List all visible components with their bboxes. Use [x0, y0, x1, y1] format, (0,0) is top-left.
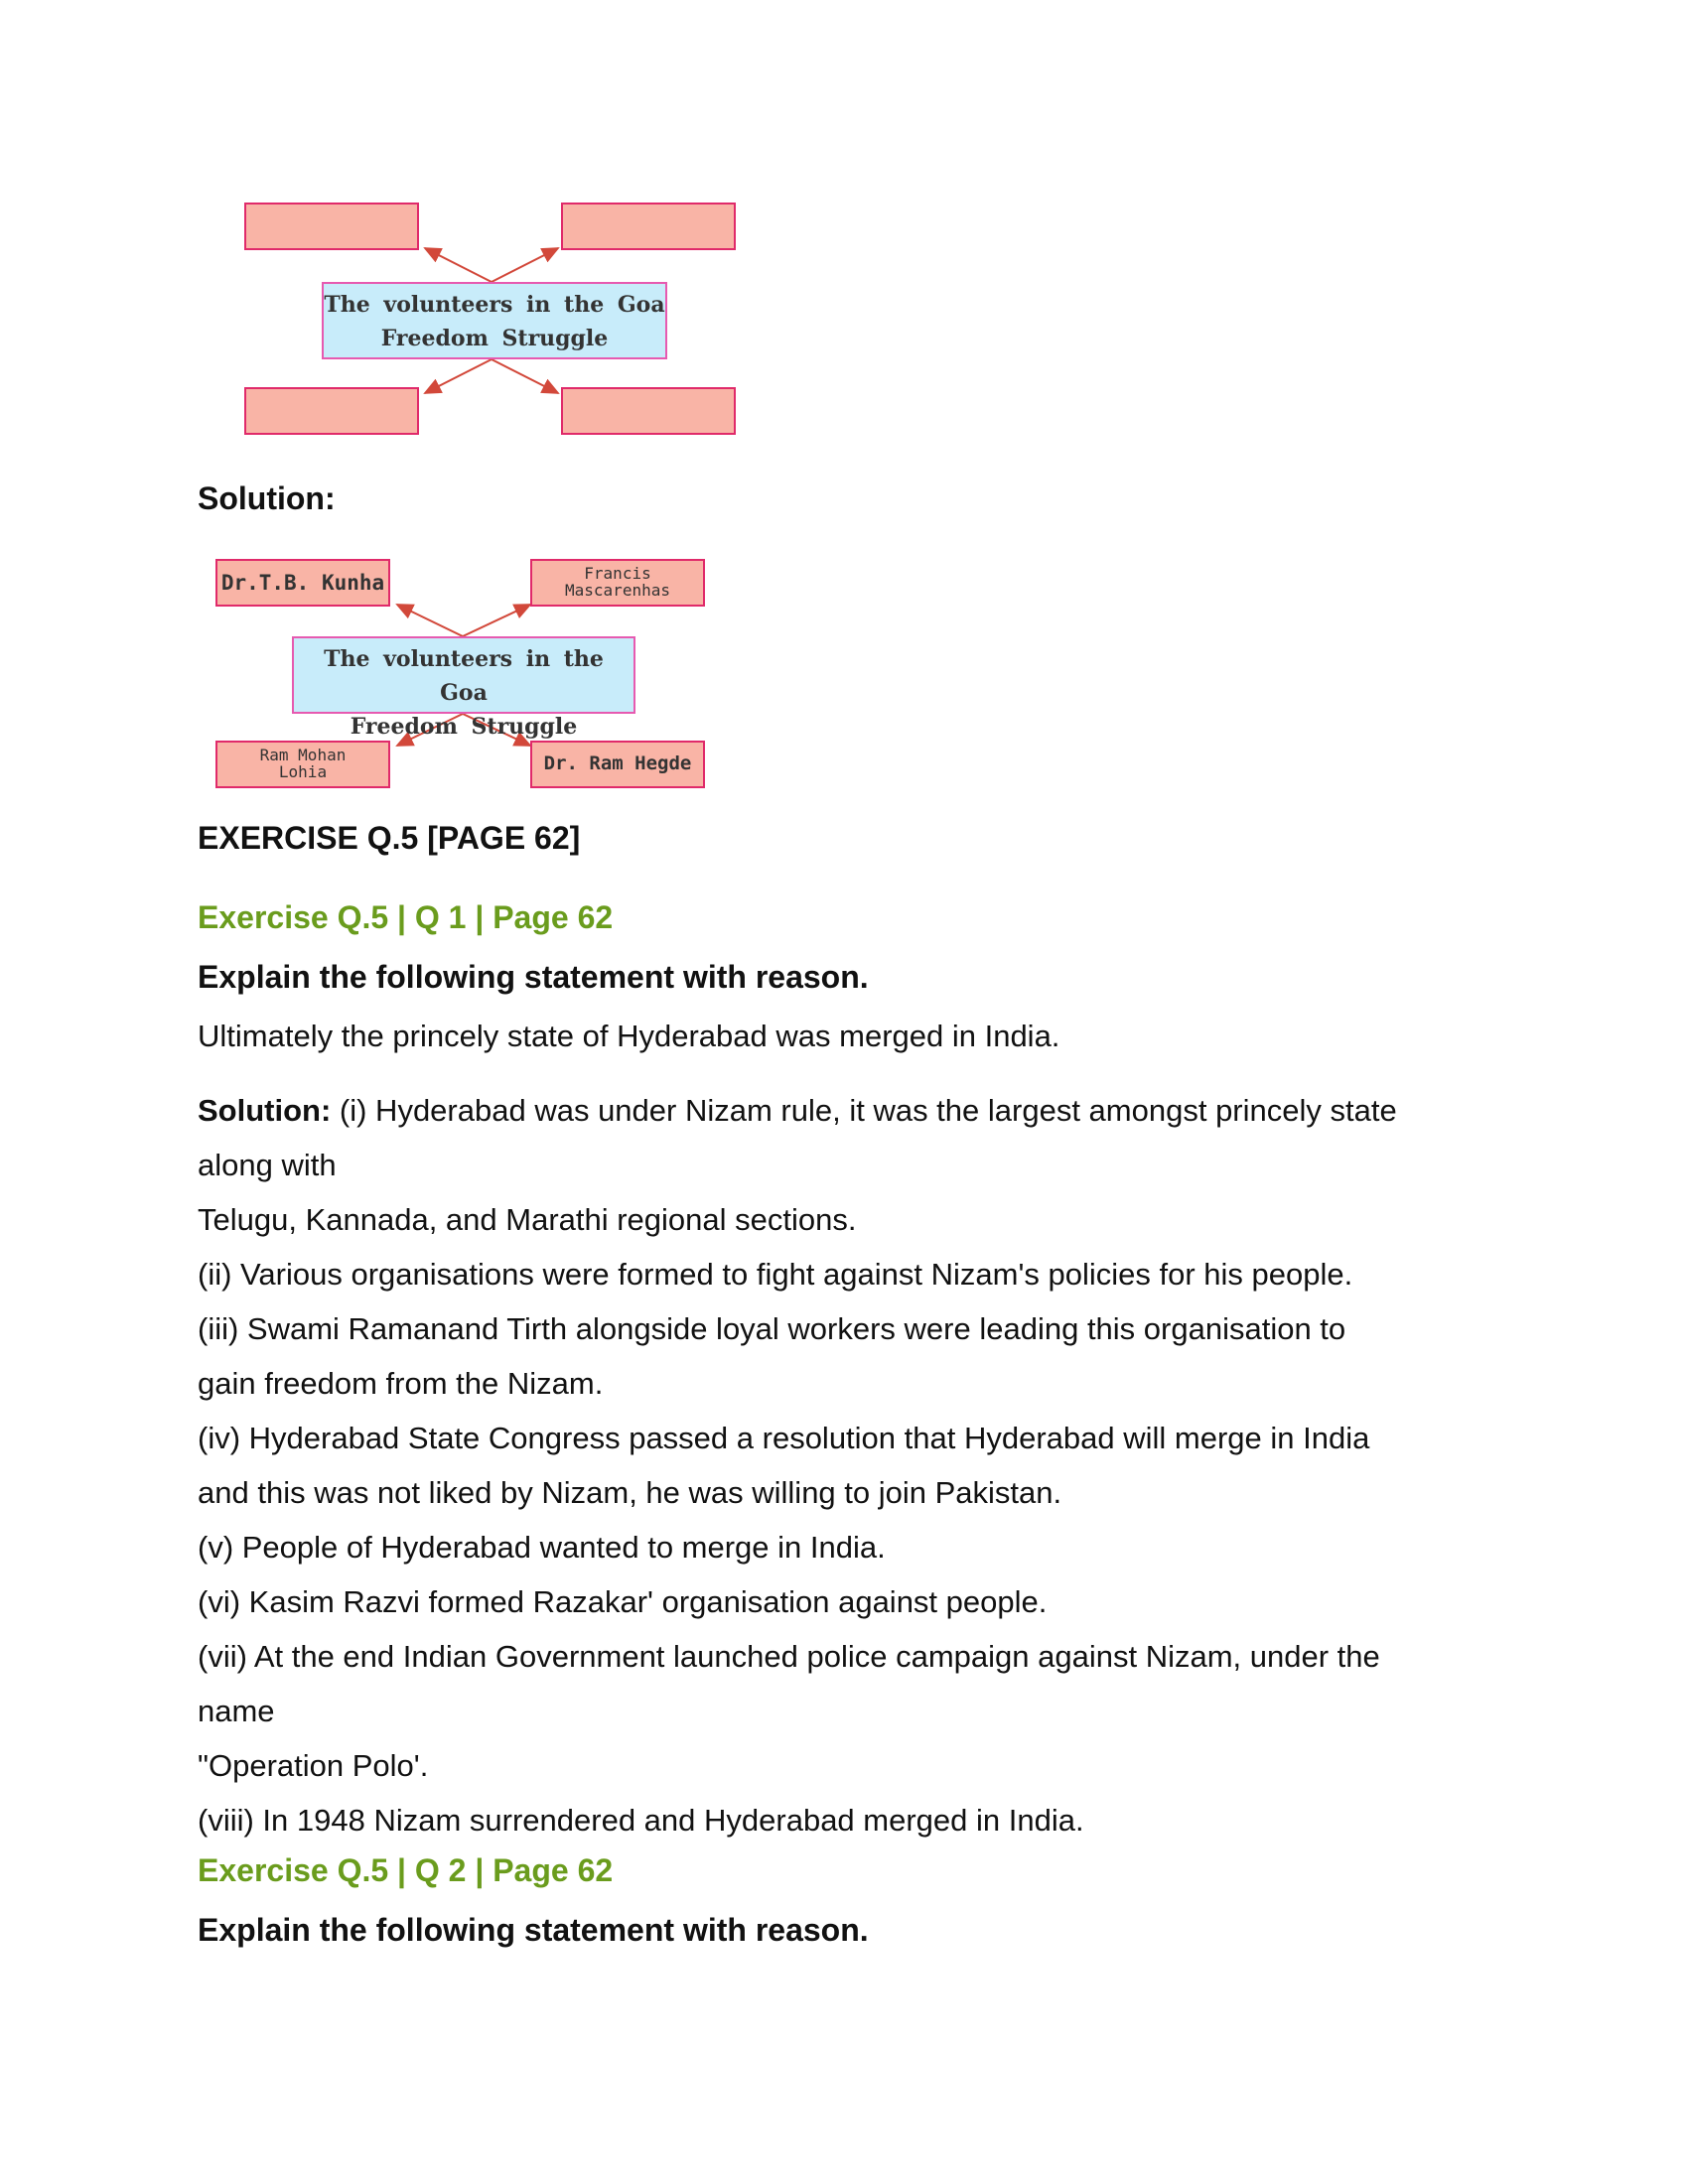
center-line-1: The volunteers in the Goa — [324, 292, 665, 318]
q1-solution-line-4: (ii) Various organisations were formed to fight against Nizam's policies for his people. — [198, 1257, 1353, 1292]
volunteer-name-line-1: Francis — [584, 564, 651, 584]
q1-solution-line-12: name — [198, 1694, 275, 1728]
center-line-1: The volunteers in the Goa — [324, 646, 604, 706]
volunteer-name: Dr. Ram Hegde — [543, 752, 692, 775]
q2-instruction: Explain the following statement with reason. — [198, 1912, 869, 1948]
q1-solution-line-14: (viii) In 1948 Nizam surrendered and Hyderabad merged in India. — [198, 1803, 1084, 1838]
q1-instruction: Explain the following statement with reason. — [198, 959, 869, 995]
center-line-2: Freedom Struggle — [380, 326, 609, 351]
q1-solution-line-6: gain freedom from the Nizam. — [198, 1366, 604, 1401]
center-line-2: Freedom Struggle — [350, 714, 578, 740]
volunteer-box-top-left — [215, 559, 390, 607]
solution-label: Solution: — [198, 480, 336, 516]
q1-solution-label: Solution: — [198, 1093, 332, 1128]
q1-solution-line-1 — [198, 1091, 1397, 1131]
q2-title: Exercise Q.5 | Q 2 | Page 62 — [198, 1852, 614, 1888]
volunteer-name-line-1: Ram Mohan — [259, 746, 347, 765]
q1-solution-line-10: (vi) Kasim Razvi formed Razakar' organisation against people. — [198, 1584, 1048, 1619]
q1-solution-line-11: (vii) At the end Indian Government launched police campaign against Nizam, under the — [198, 1639, 1380, 1674]
q1-solution-line-3: Telugu, Kannada, and Marathi regional sections. — [198, 1202, 857, 1237]
q1-solution-line-8: and this was not liked by Nizam, he was willing to join Pakistan. — [198, 1475, 1062, 1510]
q1-solution-line-5: (iii) Swami Ramanand Tirth alongside loyal workers were leading this organisation to — [198, 1311, 1346, 1346]
q1-solution-line-7: (iv) Hyderabad State Congress passed a resolution that Hyderabad will merge in India — [198, 1421, 1370, 1455]
q1-solution-line-9: (v) People of Hyderabad wanted to merge in India. — [198, 1530, 886, 1565]
volunteer-name-line-2: Mascarenhas — [565, 581, 670, 600]
q1-solution-line-2: along with — [198, 1148, 337, 1182]
q1-title: Exercise Q.5 | Q 1 | Page 62 — [198, 899, 614, 935]
q1-solution-line-13: "Operation Polo'. — [198, 1748, 429, 1783]
volunteer-box-top-right — [530, 559, 705, 607]
volunteer-box-bottom-left — [215, 741, 390, 788]
q1-statement: Ultimately the princely state of Hyderabad was merged in India. — [198, 1019, 1060, 1053]
volunteer-name-line-2: Lohia — [278, 762, 328, 781]
solution-text: (i) Hyderabad was under Nizam rule, it was the largest amongst princely state — [331, 1093, 1397, 1128]
volunteer-box-bottom-right — [530, 741, 705, 788]
volunteer-name: Dr.T.B. Kunha — [220, 570, 385, 595]
exercise-heading: EXERCISE Q.5 [PAGE 62] — [198, 820, 581, 856]
solution-center-box — [292, 636, 635, 740]
